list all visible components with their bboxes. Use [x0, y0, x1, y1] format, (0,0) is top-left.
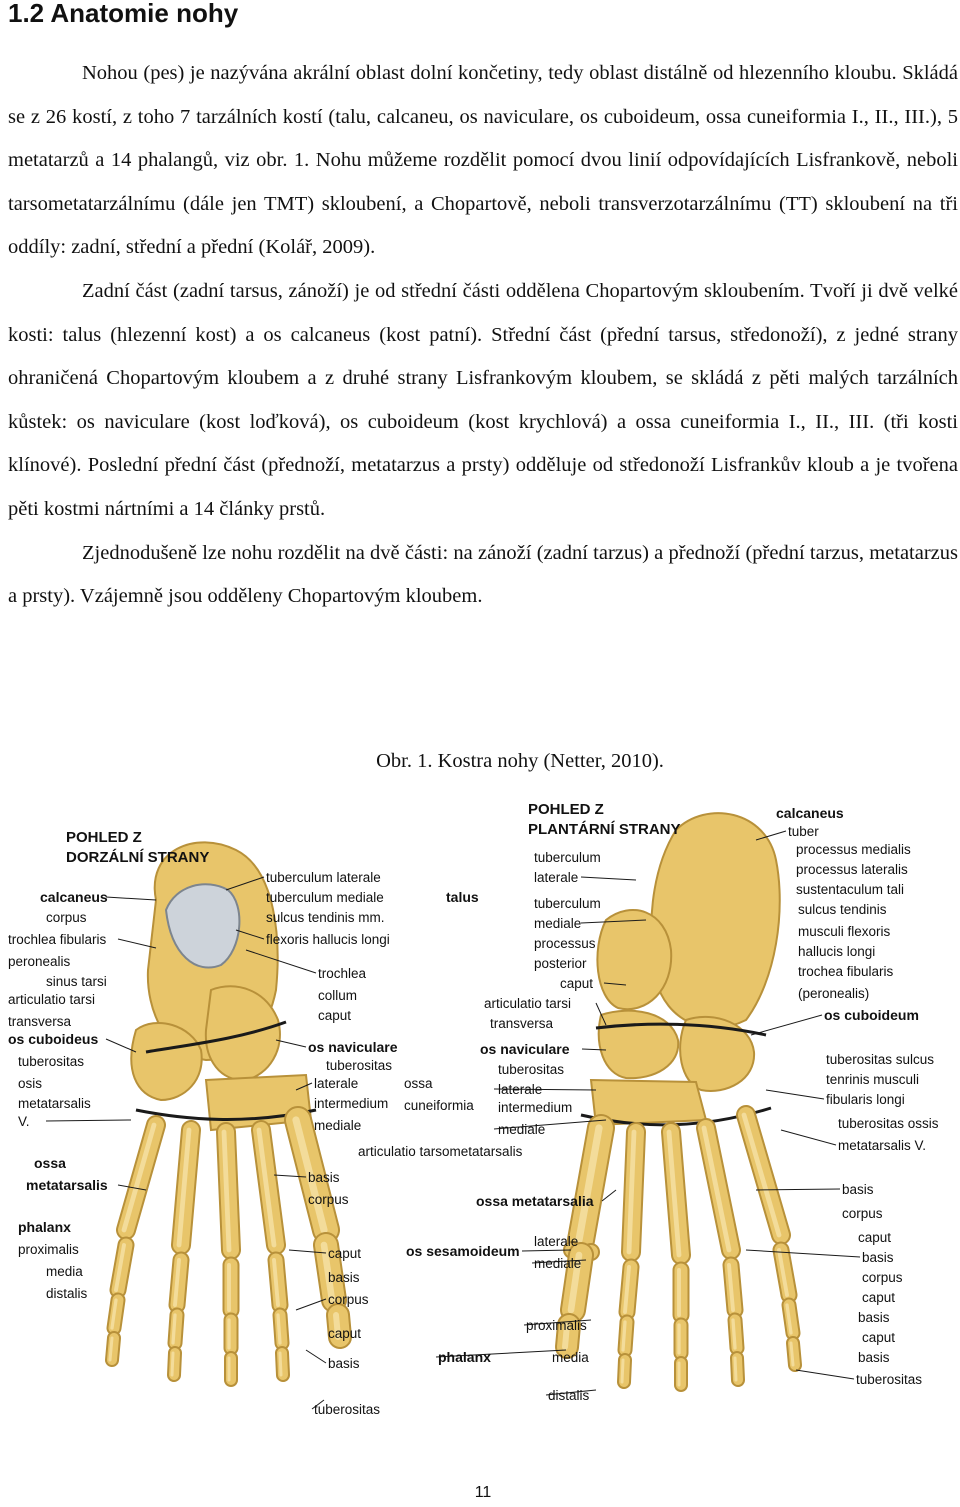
- anatomy-label: laterale: [534, 870, 579, 885]
- anatomy-label: (peronealis): [798, 986, 870, 1001]
- anatomy-label: corpus: [308, 1192, 349, 1207]
- distal-phalanx-highlight: [110, 1338, 112, 1360]
- foot-skeleton-figure: [6, 790, 956, 1430]
- dorsal-left-labels: [8, 889, 108, 1301]
- anatomy-label: basis: [842, 1182, 874, 1197]
- leader-line: [276, 1040, 306, 1047]
- anatomy-label: sustentaculum tali: [796, 882, 905, 897]
- anatomy-label: basis: [328, 1356, 360, 1371]
- middle-phalanx-highlight: [278, 1315, 280, 1343]
- middle-phalanx-plantar-highlight: [733, 1320, 735, 1348]
- page-number: 11: [474, 1484, 492, 1501]
- plantar-right-labels: [776, 805, 939, 1387]
- leader-line: [781, 1130, 836, 1145]
- anatomy-label: flexoris hallucis longi: [266, 932, 390, 947]
- anatomy-label: tuberculum: [534, 850, 601, 865]
- leader-line: [106, 897, 156, 900]
- anatomy-label: laterale: [314, 1076, 359, 1091]
- anatomy-label: corpus: [328, 1292, 369, 1307]
- anatomy-label: calcaneus: [776, 805, 844, 821]
- anatomy-label: tuberculum: [534, 896, 601, 911]
- anatomy-label: articulatio tarsi: [484, 996, 572, 1011]
- paragraph: Nohou (pes) je nazývána akrální oblast dolní končetiny, tedy oblast distálně od hlezenního kloubu. Skládá se z 26 kostí, z toho 7 tarzálních kostí (talu, calcaneu, os naviculare, os cuboideum, ossa cuneiformia I., II., III.), 5 metatarzů a 14 phalangů, viz obr. 1. Nohu můžeme rozdělit pomocí dvou linií odpovídajících Lisfrankově, neboli tarsometatarzálnímu (dále jen TMT) skloubení, a Chopartově, neboli transverzotarzálnímu (TT) skloubení na tři oddíly: zadní, střední a přední (Kolář, 2009).: [8, 62, 958, 259]
- anatomy-label: metatarsalis V.: [838, 1138, 927, 1153]
- talus-label: talus: [446, 889, 479, 905]
- distal-phalanx-highlight: [280, 1353, 281, 1375]
- anatomy-label: intermedium: [498, 1100, 573, 1115]
- anatomy-label: proximalis: [18, 1242, 79, 1257]
- dorsal-view-title: POHLED Z: [66, 829, 142, 846]
- anatomy-label: caput: [328, 1326, 362, 1341]
- anatomy-label: os naviculare: [480, 1041, 570, 1057]
- anatomy-label: corpus: [46, 910, 87, 925]
- anatomy-label: corpus: [842, 1206, 883, 1221]
- plantar-left-labels: [406, 850, 601, 1403]
- plantar-view-title: POHLED Z: [528, 801, 604, 818]
- anatomy-label: fibularis longi: [826, 1092, 905, 1107]
- anatomy-label: corpus: [862, 1270, 903, 1285]
- anatomy-label: trochlea fibularis: [8, 932, 107, 947]
- anatomy-label: proximalis: [526, 1318, 587, 1333]
- leader-line: [296, 1299, 326, 1310]
- anatomy-label: distalis: [548, 1388, 590, 1403]
- anatomy-label: articulatio tarsi: [8, 992, 96, 1007]
- middle-phalanx-plantar-highlight: [623, 1322, 625, 1350]
- leader-line: [581, 877, 636, 880]
- anatomy-label: collum: [318, 988, 358, 1003]
- leader-line: [306, 1350, 326, 1363]
- anatomy-label: caput: [862, 1330, 896, 1345]
- leader-line: [796, 1370, 854, 1379]
- anatomy-label: distalis: [46, 1286, 88, 1301]
- anatomy-label: tuberositas sulcus: [826, 1052, 935, 1067]
- anatomy-label: transversa: [8, 1014, 72, 1029]
- anatomy-label: os cuboideus: [8, 1031, 99, 1047]
- anatomy-label: posterior: [534, 956, 587, 971]
- anatomy-label: phalanx: [438, 1349, 491, 1365]
- anatomy-label: tenrinis musculi: [826, 1072, 920, 1087]
- anatomy-label: basis: [328, 1270, 360, 1285]
- anatomy-label: basis: [308, 1170, 340, 1185]
- body-text: [8, 52, 958, 619]
- anatomy-label: phalanx: [18, 1219, 71, 1235]
- anatomy-label: mediale: [534, 916, 582, 931]
- middle-phalanx-highlight: [173, 1315, 175, 1343]
- cuboid-bone: [131, 1023, 201, 1100]
- foot-skeleton-illustration: [6, 790, 956, 1430]
- anatomy-label: hallucis longi: [798, 944, 876, 959]
- anatomy-label: tuberositas ossis: [838, 1116, 939, 1131]
- anatomy-label: os cuboideum: [824, 1007, 919, 1023]
- anatomy-label: caput: [560, 976, 594, 991]
- anatomy-label: metatarsalis: [18, 1096, 91, 1111]
- anatomy-label: mediale: [534, 1256, 582, 1271]
- anatomy-label: processus medialis: [796, 842, 911, 857]
- anatomy-label: V.: [18, 1114, 30, 1129]
- distal-phalanx-highlight: [172, 1353, 173, 1375]
- anatomy-label: caput: [328, 1246, 362, 1261]
- anatomy-label: sulcus tendinis mm.: [266, 910, 385, 925]
- leader-line: [746, 1250, 860, 1257]
- articulatio-tarsometatarsalis-label: articulatio tarsometatarsalis: [358, 1144, 523, 1159]
- anatomy-label: osis: [18, 1076, 43, 1091]
- anatomy-label: basis: [858, 1350, 890, 1365]
- paragraph: Zjednodušeně lze nohu rozdělit na dvě části: na zánoží (zadní tarzus) a přednoží (přední tarzus, metatarzus a prsty). Vzájemně jsou odděleny Chopartovým kloubem.: [8, 541, 958, 608]
- section-heading: 1.2 Anatomie nohy: [8, 0, 239, 28]
- distal-phalanx-plantar-highlight: [735, 1358, 736, 1380]
- anatomy-label: caput: [318, 1008, 352, 1023]
- anatomy-label: intermedium: [314, 1096, 389, 1111]
- anatomy-label: musculi flexoris: [798, 924, 891, 939]
- leader-line: [766, 1090, 824, 1099]
- calcaneus-plantar-bone: [651, 813, 780, 1028]
- figure-caption: Obr. 1. Kostra nohy (Netter, 2010).: [376, 750, 664, 772]
- anatomy-label: processus: [534, 936, 596, 951]
- anatomy-label: os naviculare: [308, 1039, 398, 1055]
- anatomy-label: laterale: [498, 1082, 543, 1097]
- anatomy-label: sulcus tendinis: [798, 902, 887, 917]
- anatomy-label: ossa: [34, 1155, 66, 1171]
- anatomy-label: caput: [862, 1290, 896, 1305]
- anatomy-label: trochea fibularis: [798, 964, 894, 979]
- leader-line: [46, 1120, 131, 1121]
- anatomy-label: transversa: [490, 1016, 554, 1031]
- anatomy-label: trochlea: [318, 966, 367, 981]
- anatomy-label: tuberositas: [498, 1062, 565, 1077]
- paragraph: Zadní část (zadní tarsus, zánoží) je od střední části oddělena Chopartovým skloubením. Tvoří ji dvě velké kosti: talus (hlezenní kost) a os calcaneus (kost patní). Střední část (přední tarsus, středonoží), z jedné strany ohraničená Chopartovým kloubem a z druhé strany Lisfrankovým kloubem, se skládá z pěti malých tarzálních kůstek: os naviculare (kost loďková), os cuboideum (kost krychlová) a ossa cuneiformia I., II., III. (tři kosti klínové). Poslední přední část (přednoží, metatarzus a prsty) odděluje od středonoží Lisfrankův kloub a je tvořena pěti kostmi nártními a 14 články prstů.: [8, 279, 958, 520]
- anatomy-label: media: [46, 1264, 83, 1279]
- anatomy-label: media: [552, 1350, 589, 1365]
- leader-line: [751, 1015, 822, 1035]
- anatomy-label: tuberositas: [314, 1402, 381, 1417]
- ossa-cuneiformia-label: cuneiformia: [404, 1098, 474, 1113]
- anatomy-label: mediale: [498, 1122, 546, 1137]
- anatomy-label: peronealis: [8, 954, 71, 969]
- anatomy-label: tuberositas: [18, 1054, 85, 1069]
- anatomy-label: mediale: [314, 1118, 362, 1133]
- navicular-plantar-bone: [599, 1011, 678, 1078]
- anatomy-label: tuberculum laterale: [266, 870, 381, 885]
- anatomy-label: ossa metatarsalia: [476, 1193, 594, 1209]
- distal-phalanx-plantar-highlight: [791, 1343, 793, 1365]
- anatomy-label: metatarsalis: [26, 1177, 108, 1193]
- anatomy-label: sinus tarsi: [46, 974, 107, 989]
- anatomy-label: lateralе: [534, 1234, 579, 1249]
- anatomy-label: processus lateralis: [796, 862, 908, 877]
- anatomy-label: calcaneus: [40, 889, 108, 905]
- plantar-view-title: PLANTÁRNÍ STRANY: [528, 821, 681, 838]
- anatomy-label: tuberositas: [856, 1372, 923, 1387]
- anatomy-label: os sesamoideum: [406, 1243, 520, 1259]
- leader-line: [602, 1190, 616, 1201]
- distal-phalanx-plantar-highlight: [622, 1360, 623, 1382]
- ossa-cuneiformia-label: ossa: [404, 1076, 433, 1091]
- anatomy-label: tuberositas: [326, 1058, 393, 1073]
- anatomy-label: basis: [862, 1250, 894, 1265]
- anatomy-label: caput: [858, 1230, 892, 1245]
- anatomy-label: basis: [858, 1310, 890, 1325]
- dorsal-view-title: DORZÁLNÍ STRANY: [66, 849, 210, 866]
- anatomy-label: tuberculum mediale: [266, 890, 384, 905]
- anatomy-label: tuber: [788, 824, 819, 839]
